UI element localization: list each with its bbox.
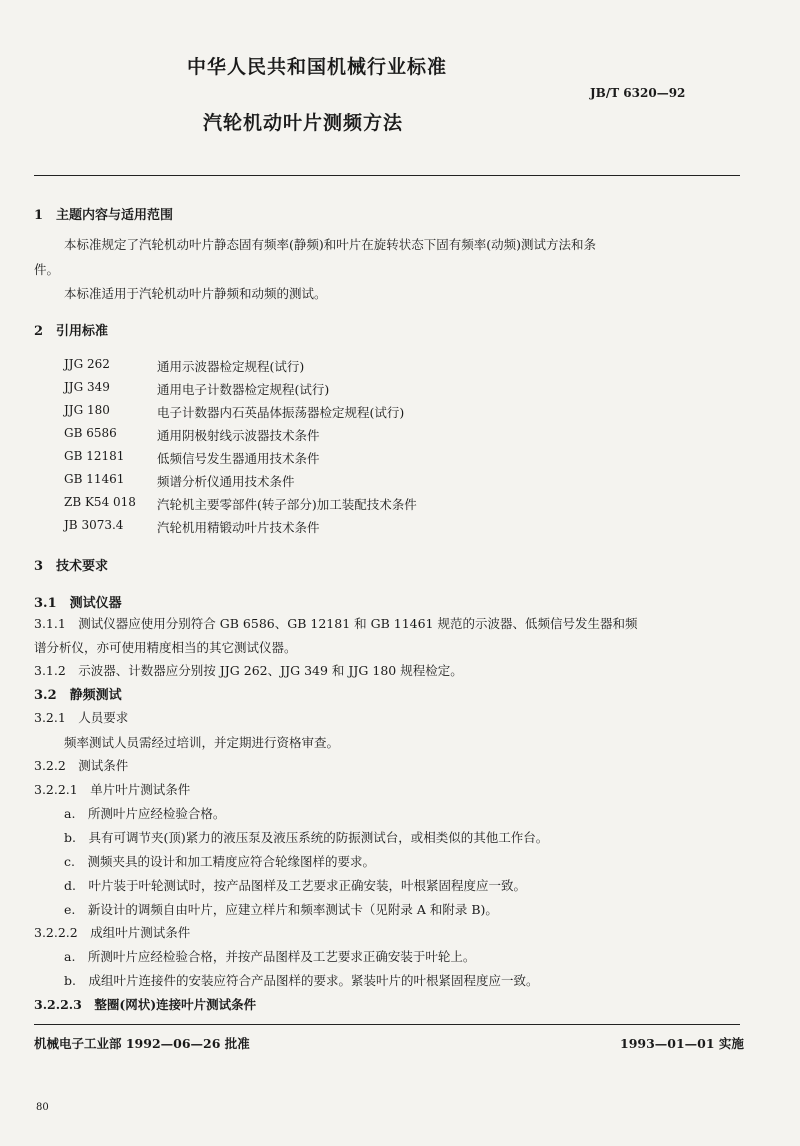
ref-code: GB 6586 [64,426,117,440]
clause-3-1-1: 3.1.1 测试仪器应使用分别符合 GB 6586、GB 12181 和 GB 11461 规范的示波器、低频信号发生器和频 [34,616,638,631]
footer-rule [34,1024,740,1025]
clause-3-2-1-text: 频率测试人员需经过培训，并定期进行资格审查。 [64,735,340,750]
document-title: 汽轮机动叶片测频方法 [203,112,404,134]
list-item: b. 具有可调节夹(顶)紧力的液压泵及液压系统的防振测试台，或相类似的其他工作台。 [64,830,549,845]
ref-code: JJG 180 [64,403,110,417]
ref-title: 通用示波器检定规程(试行) [157,359,305,374]
section-3-heading: 3 技术要求 [34,559,109,574]
ref-code: JJG 349 [64,380,110,394]
clause-3-2-2: 3.2.2 测试条件 [34,758,129,773]
standard-code: JB/T 6320—92 [590,86,686,100]
list-item: b. 成组叶片连接件的安装应符合产品图样的要求。紧装叶片的叶根紧固程度应一致。 [64,973,539,988]
clause-3-2-1: 3.2.1 人员要求 [34,710,129,725]
implementation-date: 1993—01—01 实施 [620,1036,744,1051]
ref-title: 汽轮机主要零部件(转子部分)加工装配技术条件 [157,497,417,512]
section-1-paragraph-2: 本标准适用于汽轮机动叶片静频和动频的测试。 [64,286,327,301]
ref-title: 频谱分析仪通用技术条件 [157,474,295,489]
ref-code: JB 3073.4 [64,518,124,532]
clause-3-1-1-cont: 谱分析仪，亦可使用精度相当的其它测试仪器。 [34,640,297,655]
list-item: a. 所测叶片应经检验合格，并按产品图样及工艺要求正确安装于叶轮上。 [64,949,476,964]
section-1-paragraph-1: 本标准规定了汽轮机动叶片静态固有频率(静频)和叶片在旋转状态下固有频率(动频)测试方法和条 [64,237,597,252]
ref-title: 低频信号发生器通用技术条件 [157,451,320,466]
section-1-heading: 1 主题内容与适用范围 [34,208,174,223]
approval-line: 机械电子工业部 1992—06—26 批准 [34,1036,250,1051]
ref-code: GB 12181 [64,449,125,463]
list-item: d. 叶片装于叶轮测试时，按产品图样及工艺要求正确安装，叶根紧固程度应一致。 [64,878,526,893]
list-item: e. 新设计的调频自由叶片，应建立样片和频率测试卡（见附录 A 和附录 B)。 [64,902,498,917]
standard-category-title: 中华人民共和国机械行业标准 [187,56,448,78]
section-3-2-heading: 3.2 静频测试 [34,688,122,703]
ref-title: 电子计数器内石英晶体振荡器检定规程(试行) [157,405,405,420]
ref-code: ZB K54 018 [64,495,136,509]
section-1-paragraph-1-cont: 件。 [34,262,60,277]
ref-code: GB 11461 [64,472,125,486]
section-3-1-heading: 3.1 测试仪器 [34,596,122,611]
clause-3-2-2-2: 3.2.2.2 成组叶片测试条件 [34,925,191,940]
section-2-heading: 2 引用标准 [34,324,109,339]
ref-title: 通用电子计数器检定规程(试行) [157,382,330,397]
page-number: 80 [36,1102,49,1113]
clause-3-2-2-3: 3.2.2.3 整圈(网状)连接叶片测试条件 [34,997,257,1012]
ref-title: 通用阴极射线示波器技术条件 [157,428,320,443]
ref-title: 汽轮机用精锻动叶片技术条件 [157,520,320,535]
list-item: a. 所测叶片应经检验合格。 [64,806,226,821]
clause-3-1-2: 3.1.2 示波器、计数器应分别按 JJG 262、JJG 349 和 JJG 180 规程检定。 [34,663,463,678]
list-item: c. 测频夹具的设计和加工精度应符合轮缘图样的要求。 [64,854,375,869]
clause-3-2-2-1: 3.2.2.1 单片叶片测试条件 [34,782,191,797]
header-rule [34,175,740,176]
ref-code: JJG 262 [64,357,110,371]
